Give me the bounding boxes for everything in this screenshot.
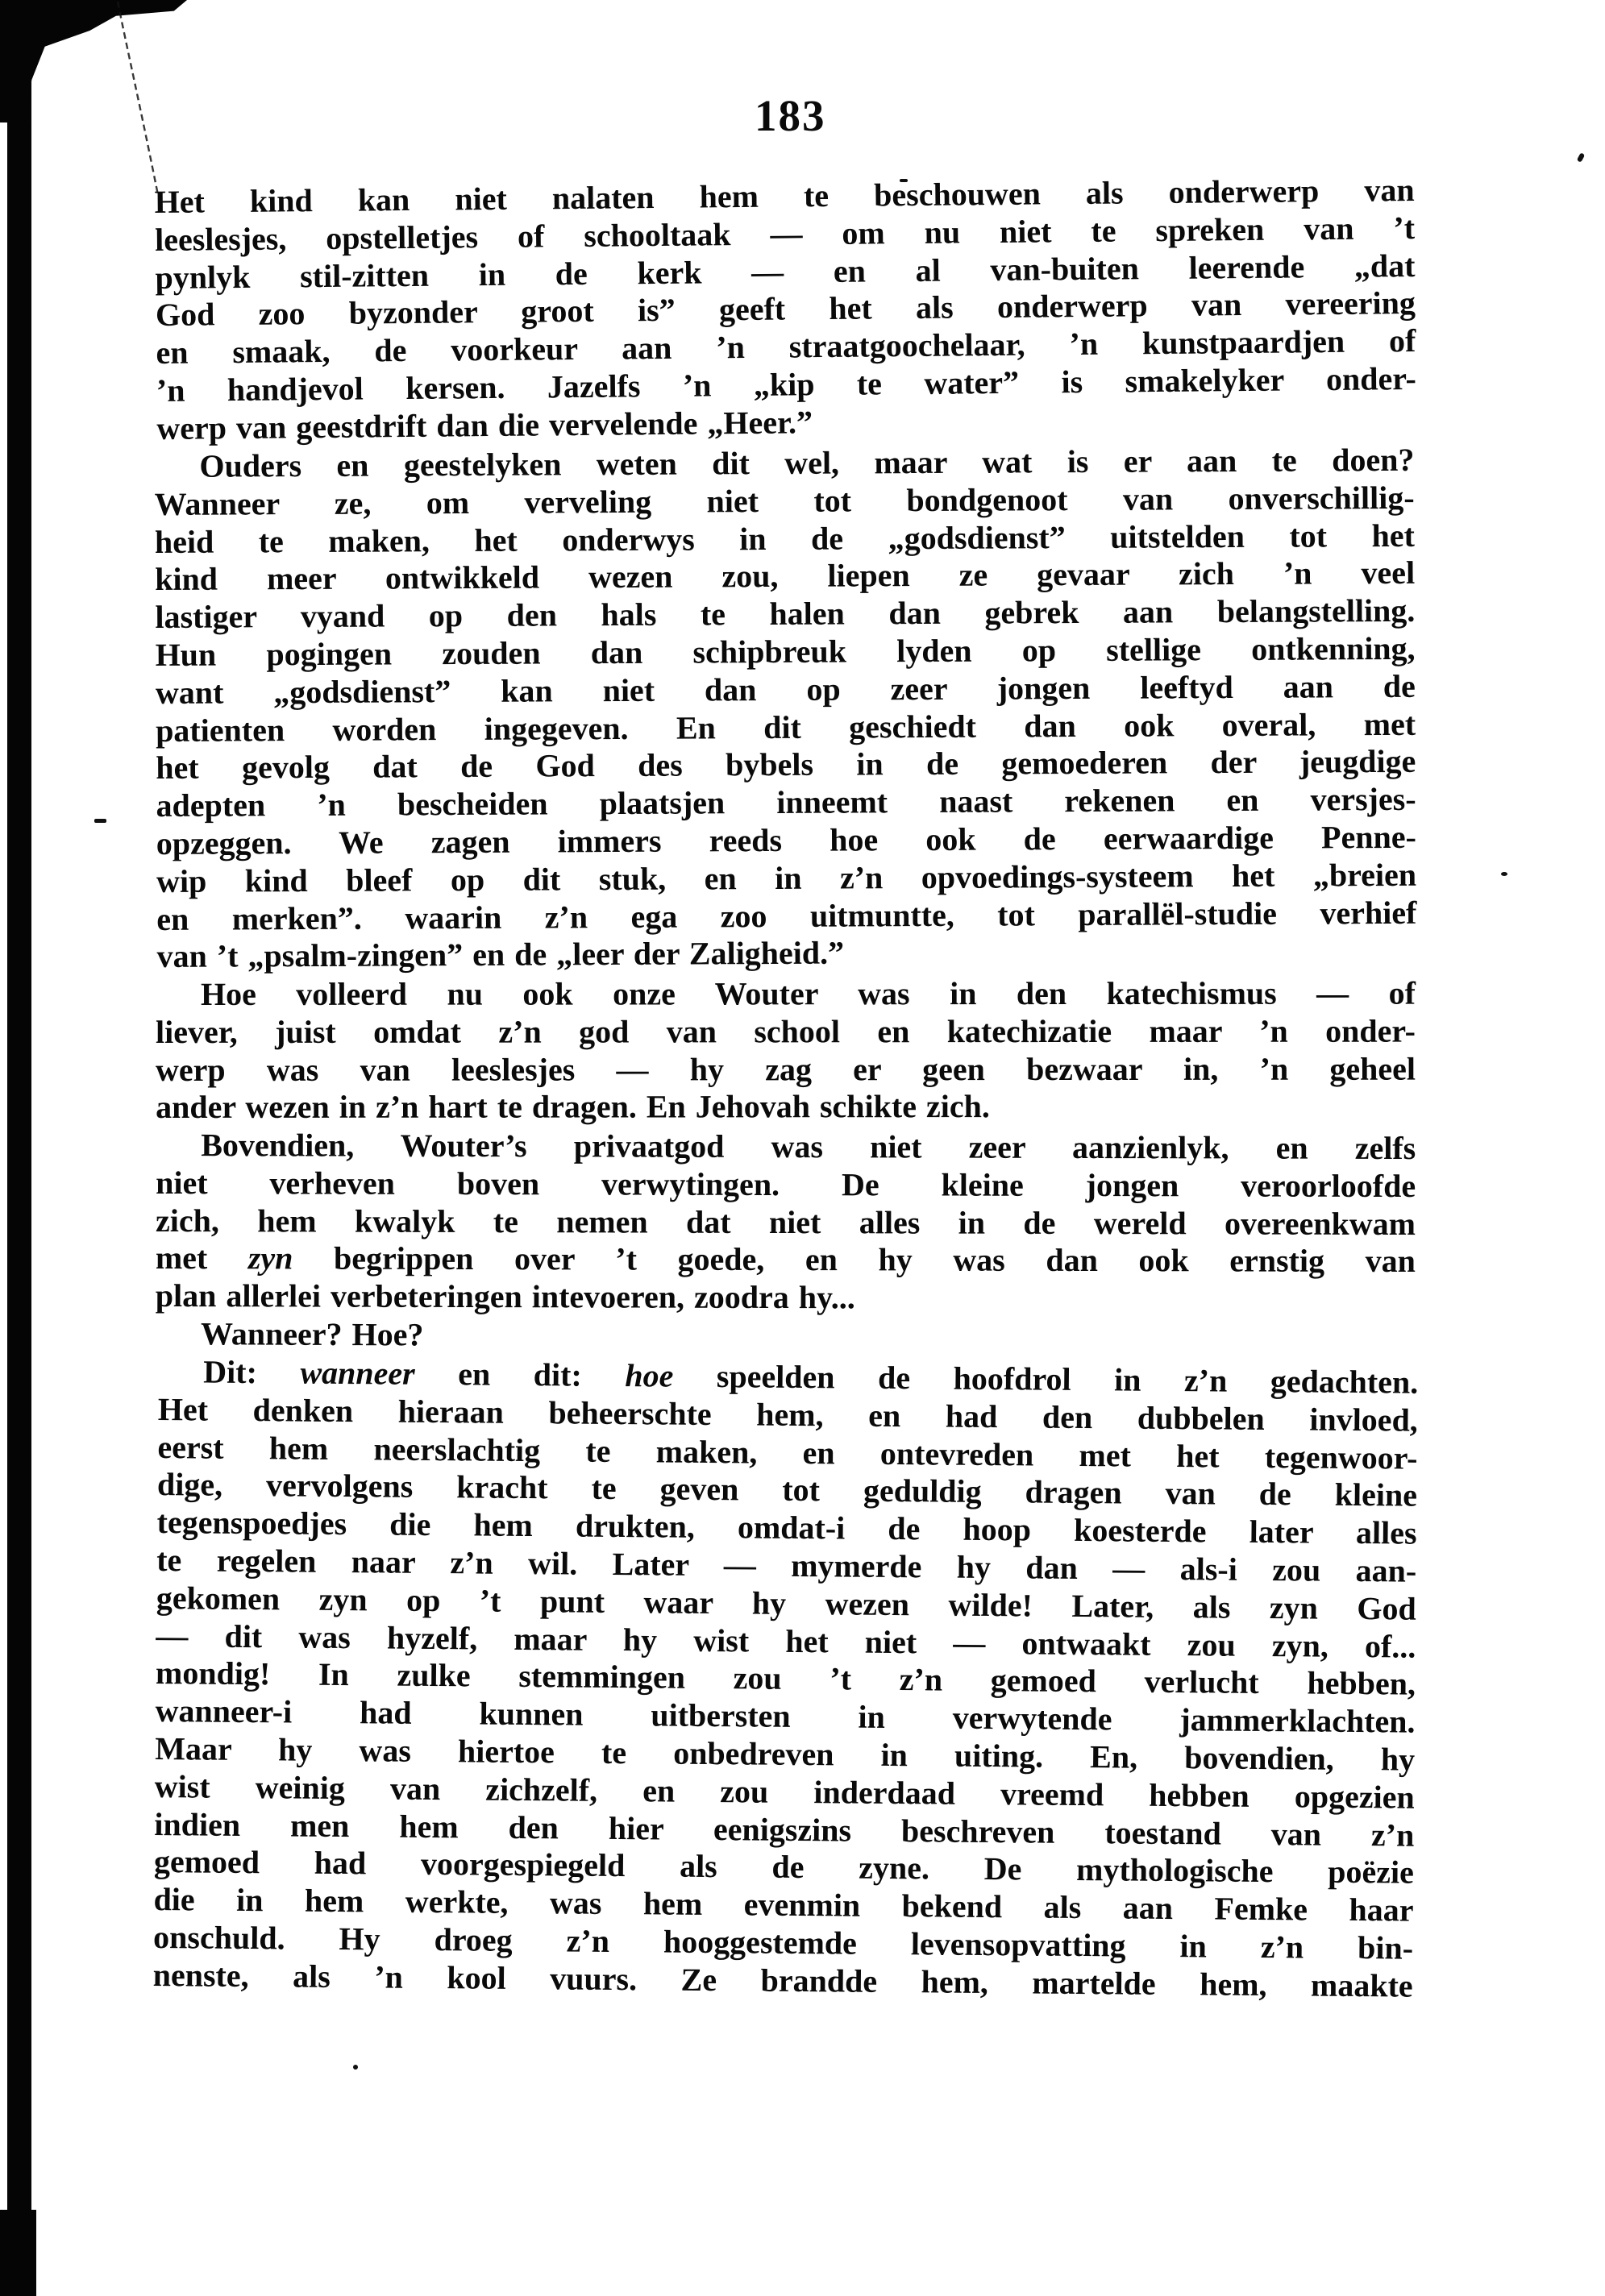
text-line: te regelen naar z’n wil. Later — mymerde hy dan — als-i zou aan-	[156, 1541, 1417, 1589]
text-line: met zyn begrippen over ’t goede, en hy was dan ook ernstig van	[155, 1239, 1416, 1280]
scan-speck	[1577, 152, 1585, 163]
text-line: pynlyk stil-zitten in de kerk — en al van-buiten leerende „dat	[155, 247, 1416, 296]
scan-gutter-foot-blot	[0, 2210, 36, 2296]
text-line: dige, vervolgens kracht te geven tot geduldig dragen van de kleine	[156, 1466, 1418, 1513]
text-line: Maar hy was hiertoe te onbedreven in uiting. En, bovendien, hy	[154, 1729, 1416, 1778]
text-line: patienten worden ingegeven. En dit geschiedt dan ook overal, met	[156, 704, 1416, 749]
paragraph	[156, 1315, 1416, 1359]
text-line: Het denken hieraan beheerschte hem, en had den dubbelen invloed,	[157, 1390, 1419, 1439]
page-number: 183	[755, 91, 826, 140]
text-line: wip kind bleef op dit stuk, en in z’n opvoedings-systeem het „breien	[156, 856, 1417, 899]
paragraph	[154, 172, 1416, 448]
text-line: Het kind kan niet nalaten hem te beschouwen als onderwerp van	[154, 172, 1415, 221]
text-line: werp van geestdrift dan die vervelende „Heer.”	[156, 403, 813, 446]
text-line: onschuld. Hy droeg z’n hooggestemde levensopvatting in z’n bin-	[152, 1918, 1414, 1966]
scan-gutter-shadow	[7, 0, 31, 2296]
paragraph	[154, 441, 1416, 975]
text-line: want „godsdienst” kan niet dan op zeer jongen leeftyd aan de	[155, 667, 1416, 711]
text-line: wist weinig van zichzelf, en zou inderdaad vreemd hebben opgezien	[154, 1767, 1415, 1816]
text-line: werp was van leeslesjes — hy zag er geen bezwaar in, ’n geheel	[156, 1049, 1416, 1088]
scan-speck	[353, 2065, 358, 2070]
text-line: Bovendien, Wouter’s privaatgod was niet zeer aanzienlyk, en zelfs	[201, 1127, 1416, 1167]
text-line: Dit: wanneer en dit: hoe speelden de hoofdrol in z’n gedachten.	[203, 1353, 1419, 1401]
text-line: van ’t „psalm-zingen” en de „leer der Zaligheid.”	[156, 934, 845, 974]
text-line: Ouders en geestelyken weten dit wel, maar wat is er aan te doen?	[199, 441, 1415, 484]
scan-speck	[1501, 872, 1507, 876]
text-line: eerst hem neerslachtig te maken, en ontevreden met het tegenwoor-	[157, 1428, 1418, 1476]
text-line: mondig! In zulke stemmingen zou ’t z’n gemoed verlucht hebben,	[155, 1655, 1416, 1702]
paragraph	[156, 1127, 1416, 1318]
text-line: Wanneer? Hoe?	[200, 1315, 424, 1353]
text-line: Wanneer ze, om verveling niet tot bondgenoot van onverschillig-	[154, 479, 1415, 522]
text-line: adepten ’n bescheiden plaatsjen inneemt naast rekenen en versjes-	[156, 780, 1416, 824]
text-line: God zoo byzonder groot is” geeft het als onderwerp van vereering	[155, 284, 1416, 334]
page-text	[152, 172, 1419, 2004]
paragraph	[156, 974, 1416, 1127]
text-line: wanneer-i had kunnen uitbersten in verwytende jammerklachten.	[155, 1692, 1416, 1740]
text-line: ander wezen in z’n hart te dragen. En Jehovah schikte zich.	[156, 1088, 990, 1126]
text-line: en smaak, de voorkeur aan ’n straatgoochelaar, ’n kunstpaardjen of	[156, 322, 1416, 372]
text-line: lastiger vyand op den hals te halen dan gebrek aan belangstelling.	[155, 592, 1416, 635]
text-line: gemoed had voorgespiegeld als de zyne. De mythologische poëzie	[153, 1843, 1415, 1891]
text-line: Hun pogingen zouden dan schipbreuk lyden op stellige ontkenning,	[155, 629, 1416, 673]
text-line: leeslesjes, opstelletjes of schooltaak — om nu niet te spreken van ’t	[154, 209, 1416, 258]
scan-margin-dash	[94, 819, 106, 823]
text-line: Hoe volleerd nu ook onze Wouter was in den katechismus — of	[200, 974, 1416, 1012]
text-line: gekomen zyn op ’t punt waar hy wezen wilde! Later, als zyn God	[156, 1579, 1416, 1627]
paragraph	[153, 1353, 1419, 2005]
text-line: tegenspoedjes die hem drukten, omdat-i de hoop koesterde later alles	[156, 1503, 1417, 1551]
text-line: kind meer ontwikkeld wezen zou, liepen ze gevaar zich ’n veel	[155, 554, 1416, 597]
text-line: opzeggen. We zagen immers reeds hoe ook de eerwaardige Penne-	[156, 818, 1416, 862]
text-line: nenste, als ’n kool vuurs. Ze brandde hem, martelde hem, maakte	[152, 1956, 1413, 2004]
text-line: zich, hem kwalyk te nemen dat niet alles in de wereld overeenkwam	[155, 1202, 1416, 1242]
text-line: niet verheven boven verwytingen. De kleine jongen veroorloofde	[156, 1164, 1416, 1204]
text-line: — dit was hyzelf, maar hy wist het niet — ontwaakt zou zyn, of...	[156, 1617, 1416, 1664]
text-line: die in hem werkte, was hem evenmin bekend als aan Femke haar	[153, 1880, 1414, 1929]
text-line: liever, juist omdat z’n god van school en katechizatie maar ’n onder-	[155, 1012, 1416, 1050]
text-line: en merken”. waarin z’n ega zoo uitmuntte, tot parallël-studie verhief	[156, 893, 1417, 937]
text-line: ’n handjevol kersen. Jazelfs ’n „kip te water” is smakelyker onder-	[156, 359, 1417, 409]
text-line: indien men hem den hier eenigszins beschreven toestand van z’n	[154, 1805, 1415, 1853]
text-line: het gevolg dat de God des bybels in de gemoederen der jeugdige	[156, 742, 1416, 786]
text-line: heid te maken, het onderwys in de „godsdienst” uitstelden tot het	[154, 516, 1415, 560]
text-line: plan allerlei verbeteringen intevoeren, zoodra hy...	[155, 1277, 855, 1316]
